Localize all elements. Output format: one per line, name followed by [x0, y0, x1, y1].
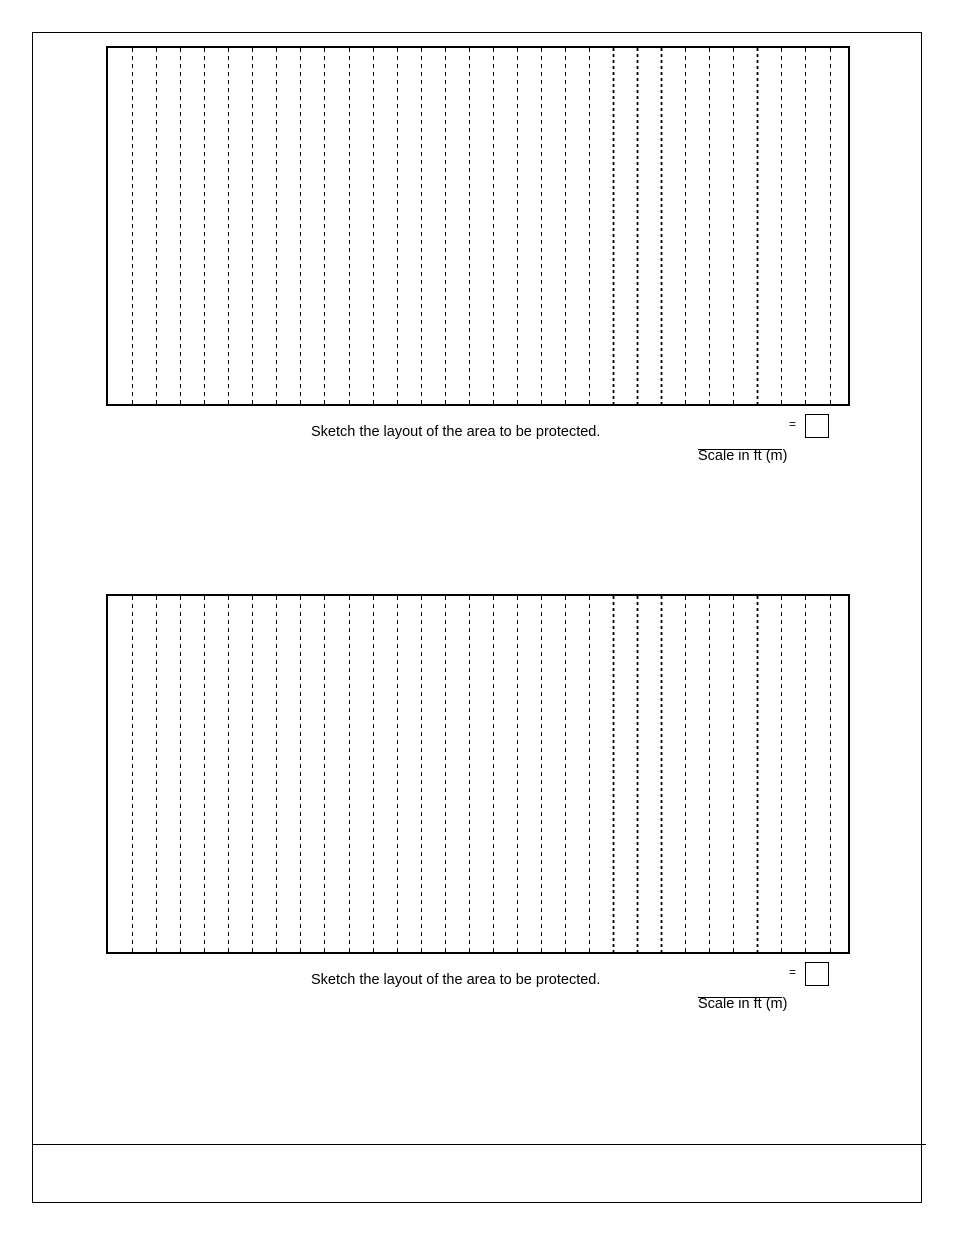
sketch-caption: Sketch the layout of the area to be protected. — [311, 424, 601, 440]
scale-unit-box[interactable] — [805, 962, 829, 986]
sketch-area[interactable] — [106, 46, 850, 406]
sketch-section-2 — [0, 594, 954, 1014]
scale-label: Scale in ft (m) — [698, 996, 788, 1012]
equals-sign: = — [789, 417, 797, 431]
sketch-caption: Sketch the layout of the area to be protected. — [311, 972, 601, 988]
equals-sign: = — [789, 965, 797, 979]
grid-lines — [108, 48, 848, 404]
scale-label: Scale in ft (m) — [698, 448, 788, 464]
scale-unit-box[interactable] — [805, 414, 829, 438]
sketch-area[interactable] — [106, 594, 850, 954]
sketch-section-1 — [0, 46, 954, 466]
footer-rule — [32, 1144, 926, 1145]
grid-lines — [108, 596, 848, 952]
